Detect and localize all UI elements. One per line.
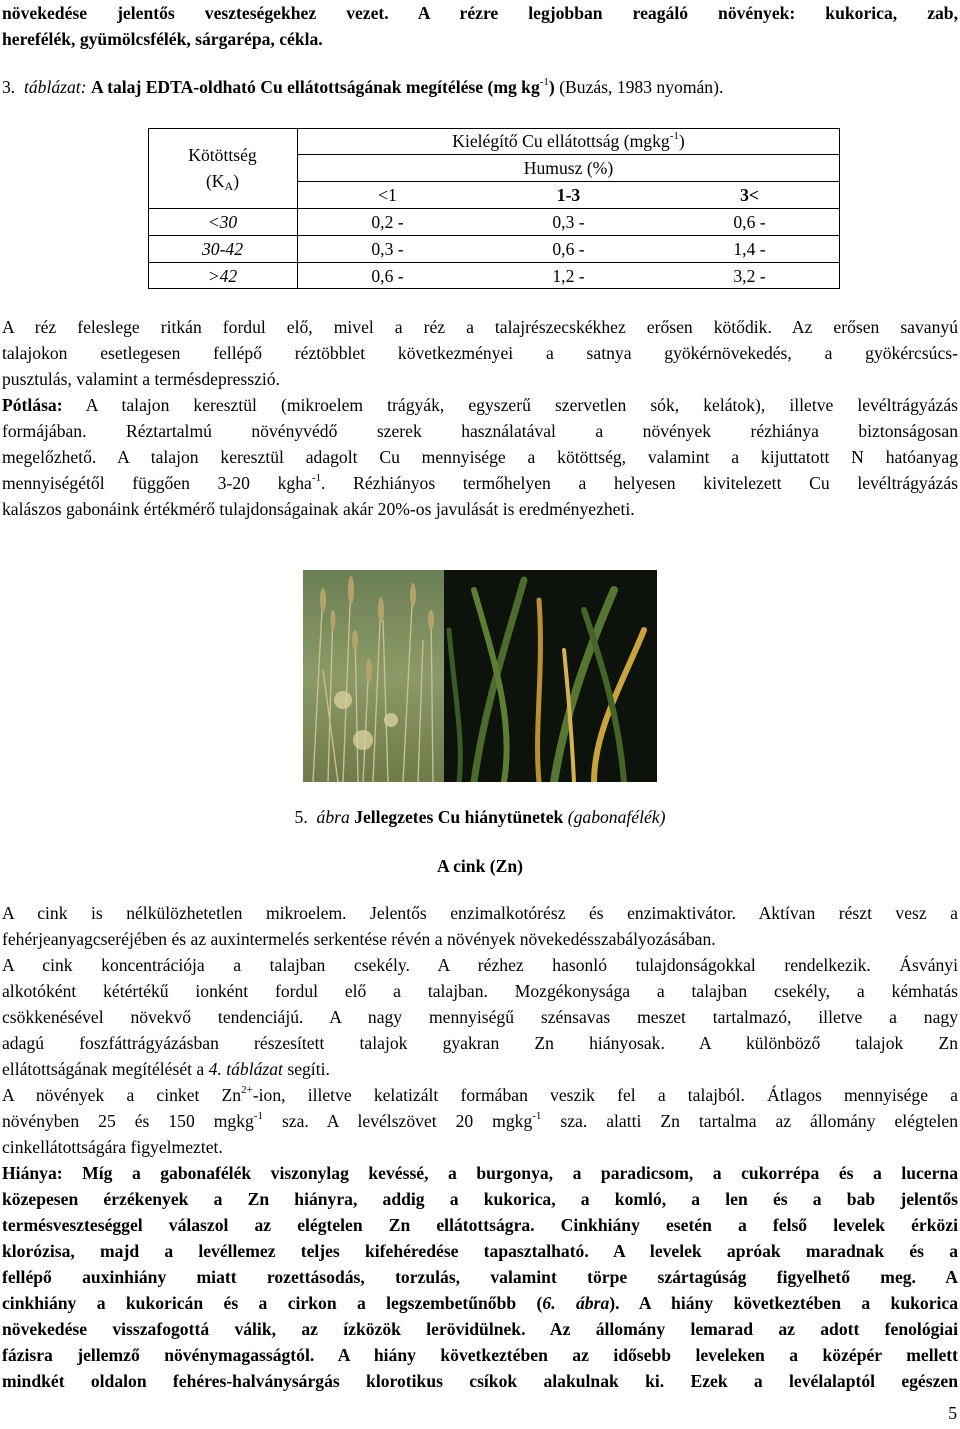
table-caption: 3. táblázat: A talaj EDTA-oldható Cu ellátottságának megítélése (mg $kg^{-1}$) (Buzás, 1983 nyomán). — [2, 76, 724, 97]
table-cell: 0,6 - — [371, 266, 404, 286]
deficiency-label: Hiánya: — [2, 1163, 63, 1183]
leaf-symptom-photo — [444, 570, 657, 782]
column-header: 1-3 — [556, 185, 581, 205]
table-caption-sup: -1 — [539, 76, 549, 88]
table-cell: 1,2 - — [552, 266, 585, 286]
zn-uptake-paragraph: A növények a cinket $Zn^{2+}$-ion, illetve kelatizált formában veszik fel a talajból. Átlagos mennyisége a növényben 25 és 150 mgkg$^{-1}$ sza. A levélszövet 20 mgkg$^{-1}$ sza. alatti Zn tartalma az állomány elégtelen cinkellátottságára figyelmeztet. — [2, 1084, 958, 1157]
zn-soil-paragraph: A cink koncentrációja a talajban csekély. A rézhez hasonló tulajdonságokkal rendelkezik. Ásványi alkotóként kétértékű ionként fordul elő a talajban. Mozgékonysága a talajban csekély, a kémhatás csökkenésével növekvő tendenciájú. A nagy mennyiségű szénsavas meszet tartalmazó, illetve a nagy adagú foszfáttrágyázásban részesített talajok gyakran Zn hiányosak. A különböző talajok Zn ellátottságának megítélését a 4. táblázat segíti. — [2, 955, 958, 1079]
column-header: 3< — [740, 185, 759, 205]
table-cell: 0,6 - — [733, 212, 766, 232]
row-label: >42 — [207, 266, 238, 286]
supply-paragraph: Pótlása: A talajon keresztül (mikroelem trágyák, egyszerű szervetlen sók, kelátok), illetve levéltrágyázás formájában. Réztartalmú növényvédő szerek használatával a növények rézhiánya biztonságosan megelőzhető. A talajon keresztül adagolt Cu mennyisége a kötöttség, valamint a kijuttatott N hatóanyag mennyiségétől függően 3-20 kgha$^{-1}$. Rézhiányos termőhelyen a helyesen kivitelezett Cu levéltrágyázás kalászos gabonáink értékmérő tulajdonságainak akár 20%-os javulását is eredményezheti. — [2, 395, 959, 519]
zn-intro-paragraph: A cink is nélkülözhetetlen mikroelem. Jelentős enzimalkotórész és enzimaktivátor. Aktívan részt vesz a fehérjeanyagcseréjében és az auxintermelés serkentése révén a növények növekedésszabályozásában. — [2, 903, 958, 949]
table-cell: 0,3 - — [552, 212, 585, 232]
figure-caption: 5. ábra Jellegzetes Cu hiánytünetek (gabonafélék) — [294, 807, 666, 827]
intro-line: herefélék, gyümölcsfélék, sárgarépa, cékla. — [2, 29, 323, 49]
row-label: <30 — [207, 212, 238, 232]
table-cell: 0,3 - — [371, 239, 404, 259]
page-number: 5 — [948, 1403, 957, 1423]
supply-label: Pótlása: — [2, 395, 63, 415]
row-header-label: Kötöttség $(K_A)$ — [188, 145, 257, 193]
table-cell: 3,2 - — [733, 266, 766, 286]
table-cell: 0,2 - — [371, 212, 404, 232]
table-caption-label: táblázat: — [24, 77, 87, 97]
table-cell: 0,6 - — [552, 239, 585, 259]
intro-paragraph — [2, 0, 958, 52]
main-column-header: Kielégítő Cu ellátottság (mgkg$^{-1}$) — [452, 130, 685, 151]
intro-line: növekedése jelentős veszteségekhez vezet. A rézre legjobban reagáló növények: kukorica, zab, — [2, 3, 958, 23]
row-label: 30-42 — [201, 239, 244, 259]
table-caption-title: A talaj EDTA-oldható Cu ellátottságának megítélése (mg kg — [90, 77, 540, 97]
cereal-field-photo — [303, 570, 444, 782]
table-caption-source: (Buzás, 1983 nyomán). — [559, 77, 724, 97]
zn-deficiency-paragraph: Hiánya: Míg a gabonafélék viszonylag kevéssé, a burgonya, a paradicsom, a cukorrépa és a lucerna közepesen érzékenyek a Zn hiányra, addig a kukorica, a komló, a len és a bab jelentős termésveszteséggel válaszol az elégtelen Zn ellátottságra. Cinkhiány esetén a felső levelek érközi klorózisa, majd a levéllemez teljes kifehéredése tapasztalható. A levelek apróak maradnak és a fellépő auxinhiány miatt rozettásodás, torzulás, valamint törpe szártagúság figyelhető meg. A cinkhiány a kukoricán és a cirkon a legszembetűnőbb (6. ábra). A hiány következtében a kukorica növekedése visszafogottá válik, az ízközök lerövidülnek. Az állomány lemarad az adott fenológiai fázisra jellemző növénymagasságtól. A hiány következtében az idősebb leveleken a középér mellett mindkét oldalon fehéres-halványsárgás klorotikus csíkok alakulnak ki. Ezek a levélalaptól egészen — [2, 1163, 958, 1391]
table-caption-number: 3. — [2, 77, 16, 97]
humus-subheader: Humusz (%) — [523, 158, 614, 178]
column-header: <1 — [378, 185, 397, 205]
section-heading: A cink (Zn) — [436, 856, 524, 876]
excess-paragraph: A réz feleslege ritkán fordul elő, mivel a réz a talajrészecskékhez erősen kötődik. Az erősen savanyú talajokon esetlegesen fellépő réztöbblet következményei a satnya gyökérnövekedés, a gyökércsúcs- pusztulás, valamint a termésdepresszió. — [2, 317, 958, 389]
table-cell: 1,4 - — [733, 239, 766, 259]
